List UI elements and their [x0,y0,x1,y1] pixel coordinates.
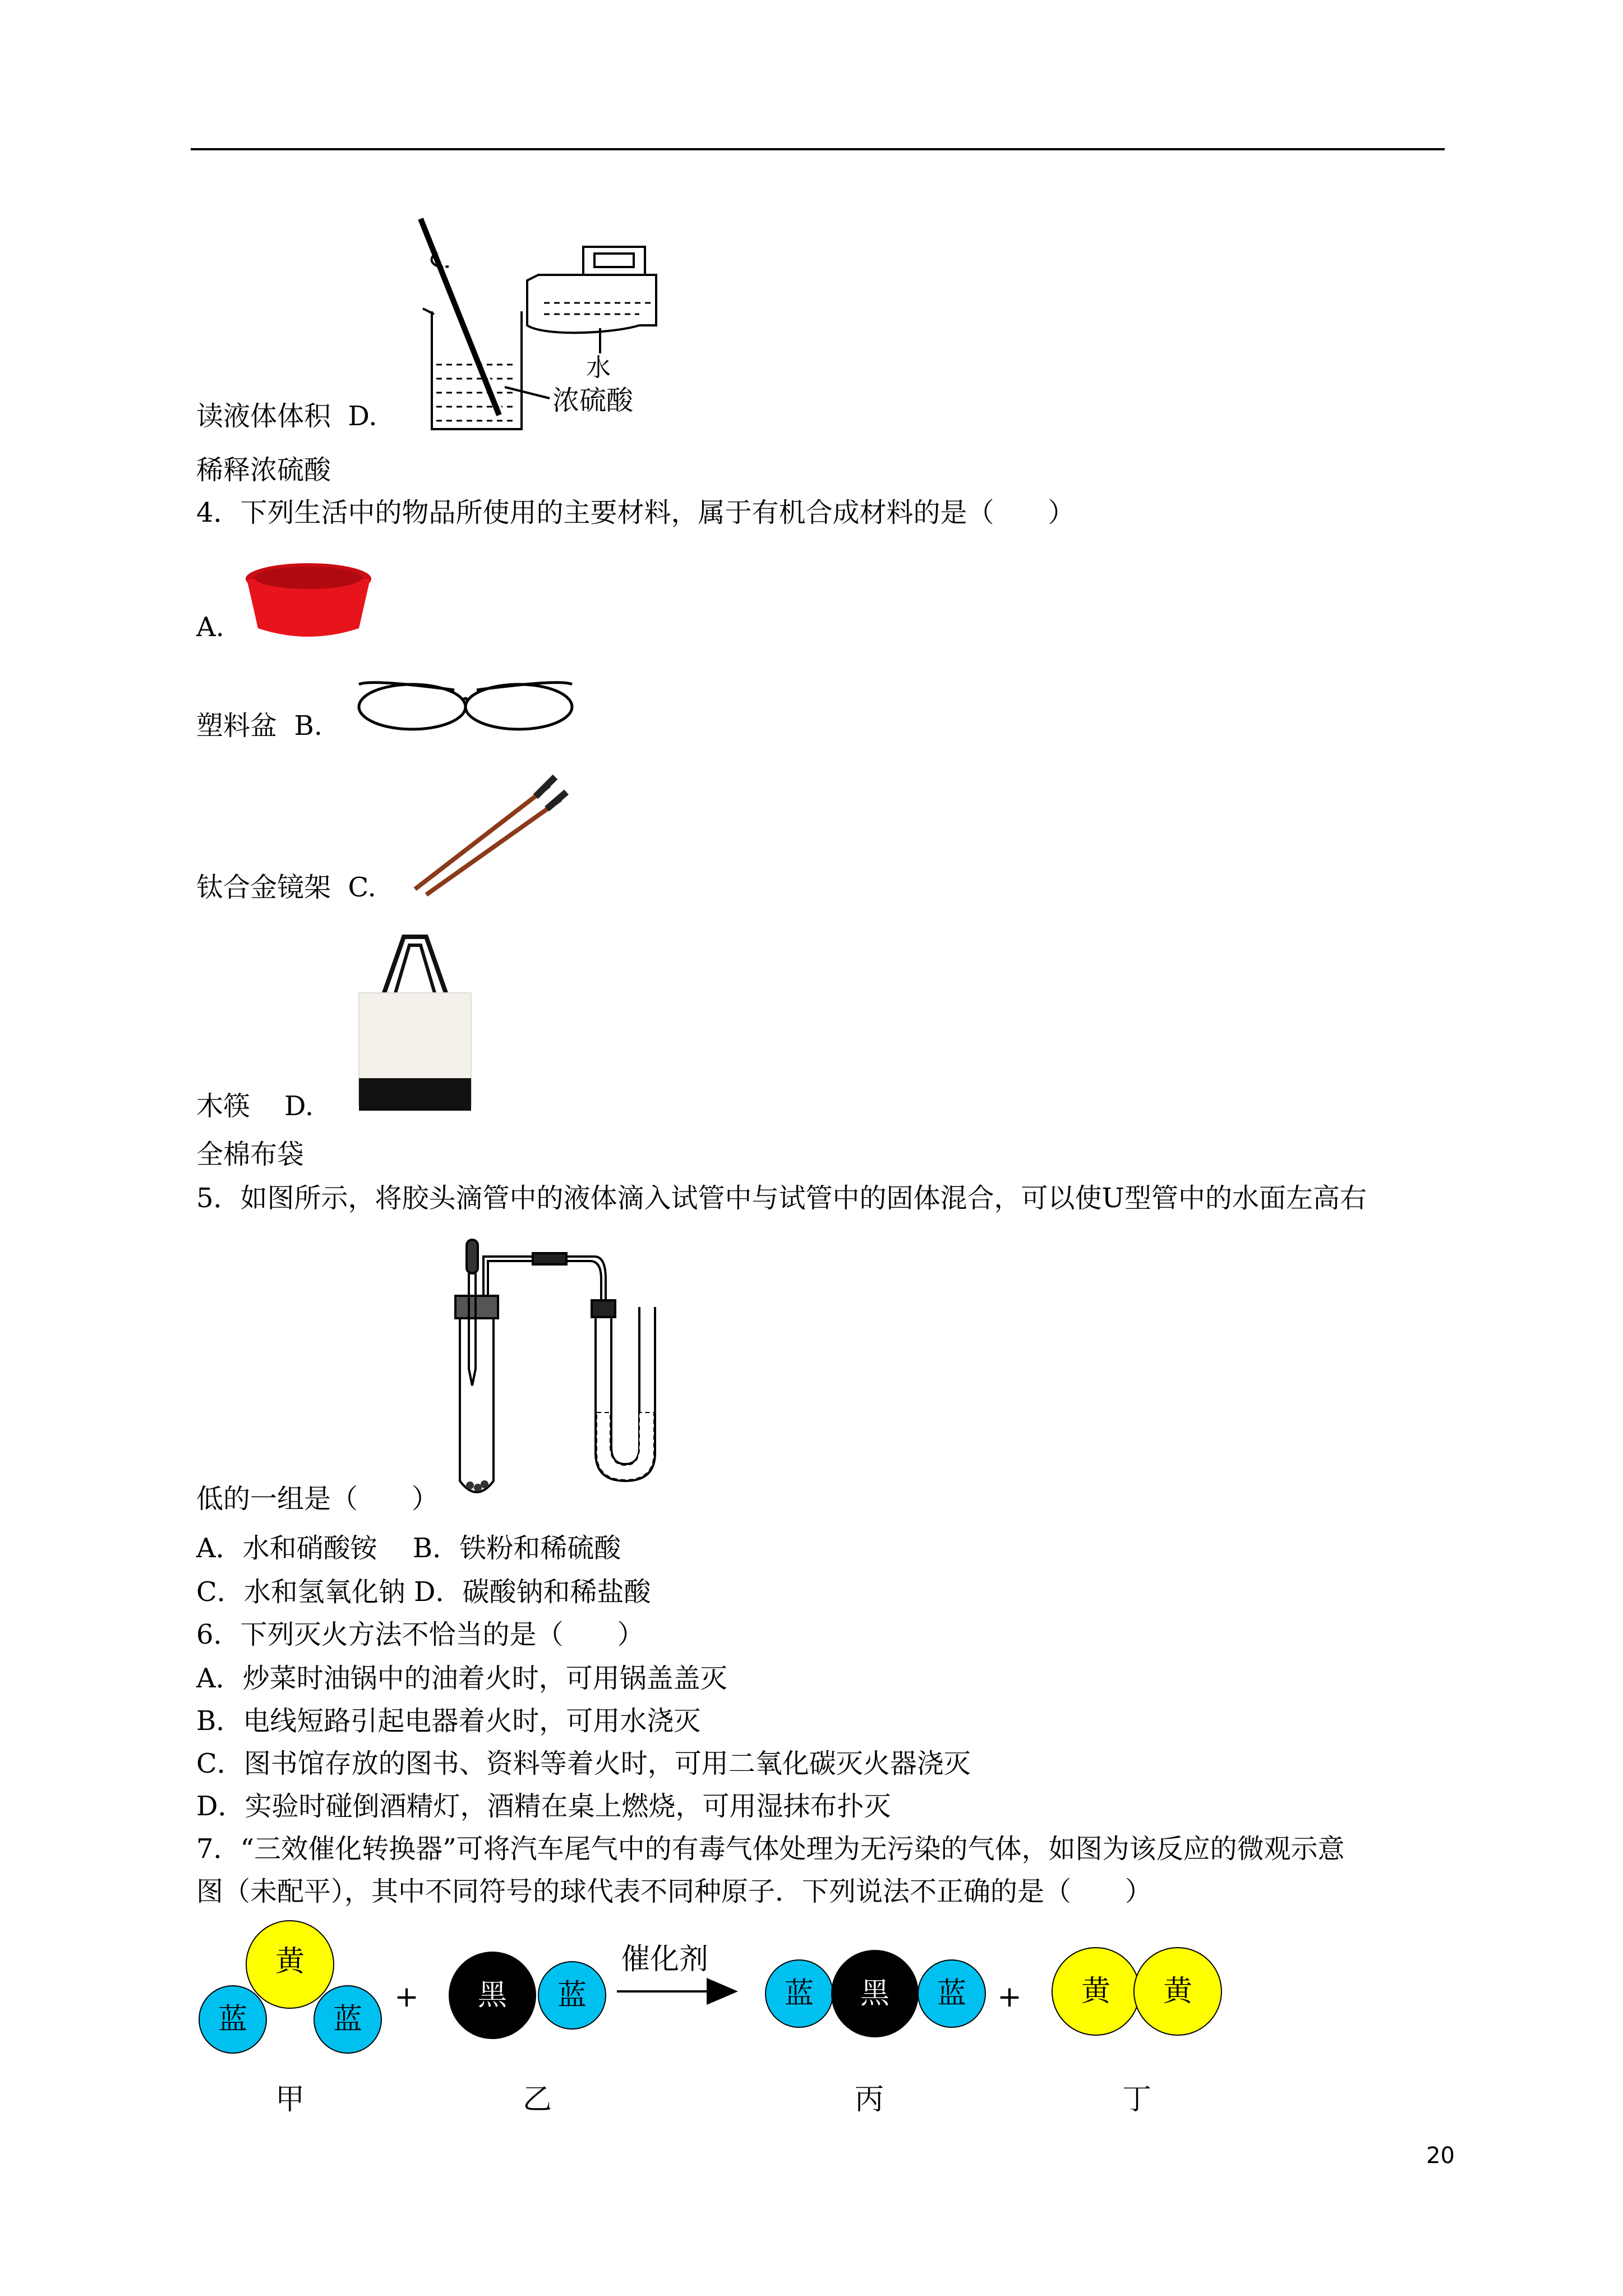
q6-option-c: C．图书馆存放的图书、资料等着火时，可用二氧化碳灭火器浇灭 [196,1748,971,1779]
q6-option-d: D．实验时碰倒酒精灯，酒精在桌上燃烧，可用湿抹布扑灭 [196,1791,891,1822]
reaction-diagram [191,1918,1256,2120]
q5-option-ab: A．水和硝酸铵 B．铁粉和稀硫酸 [196,1533,621,1564]
q4-c-d-line [196,1089,313,1123]
molecule-yi [449,1952,606,2039]
atom-label-yellow: 黄 [275,1945,305,1978]
q3-option-c-d [196,399,377,433]
q6-stem: 6．下列灭火方法不恰当的是（ ） [196,1619,644,1650]
u-tube-apparatus-figure [449,1234,707,1503]
catalyst-label: 催化剂 [620,1943,709,1976]
cotton-bag-image [356,931,474,1116]
atom-label-black: 黑 [477,1978,508,2012]
label-yi: 乙 [522,2083,552,2116]
dilution-figure [415,213,673,438]
q5-stem: 5．如图所示，将胶头滴管中的液体滴入试管中与试管中的固体混合，可以使U型管中的水面左高右 [196,1182,1367,1214]
plastic-basin-image [241,561,376,645]
atom-label-blue: 蓝 [937,1977,967,2010]
q4-b-letter: B. [294,710,323,742]
q4-a-caption: 塑料盆 [196,710,278,742]
atom-label-blue: 蓝 [333,2003,363,2036]
q4-d-letter: D. [284,1091,314,1122]
atom-label-yellow: 黄 [1163,1975,1193,2008]
q4-b-caption: 钛合金镜架 [196,872,331,903]
fig-label-water: 水 [586,353,611,382]
atom-label-blue: 蓝 [784,1977,814,2010]
atom-label-yellow: 黄 [1081,1975,1111,2008]
q4-b-c-line [196,871,376,904]
q3-c-caption: 读液体体积 [196,401,331,432]
q5-stem-cont: 低的一组是（ ） [196,1483,439,1515]
molecule-jia [199,1921,381,2053]
q4-d-caption: 全棉布袋 [196,1139,305,1170]
atom-label-black: 黑 [860,1977,890,2010]
q7-stem: 7．“三效催化转换器”可将汽车尾气中的有毒气体处理为无污染的气体，如图为该反应的微观示意 [196,1833,1345,1865]
q4-a-letter: A. [196,611,224,643]
q7-stem-cont: 图（未配平），其中不同符号的球代表不同种原子．下列说法不正确的是（ ） [196,1876,1152,1907]
label-ding: 丁 [1122,2083,1152,2116]
molecule-ding [1052,1948,1221,2035]
label-jia: 甲 [275,2083,305,2116]
fig-label-acid: 浓硫酸 [552,385,634,416]
label-bing: 丙 [854,2083,884,2116]
q3-d-caption: 稀释浓硫酸 [196,454,331,486]
plus-sign: + [997,1980,1022,2014]
plus-sign: + [394,1980,419,2014]
molecule-bing [766,1950,985,2037]
q4-c-caption: 木筷 [196,1091,251,1122]
q4-stem: 4．下列生活中的物品所使用的主要材料，属于有机合成材料的是（ ） [196,497,1075,528]
titanium-glasses-image [353,673,578,740]
q6-option-b: B．电线短路引起电器着火时，可用水浇灭 [196,1705,701,1737]
q5-option-cd: C．水和氢氧化钠 D．碳酸钠和稀盐酸 [196,1576,651,1608]
q6-option-a: A．炒菜时油锅中的油着火时，可用锅盖盖灭 [196,1663,727,1694]
q4-a-b-line [196,709,322,743]
page-number: 20 [1426,2143,1455,2169]
atom-label-blue: 蓝 [218,2003,248,2036]
wooden-chopsticks-image [409,769,572,898]
header-rule [191,148,1445,150]
q4-c-letter: C. [348,872,376,903]
atom-label-blue: 蓝 [557,1978,587,2012]
q3-d-letter: D. [348,401,377,432]
